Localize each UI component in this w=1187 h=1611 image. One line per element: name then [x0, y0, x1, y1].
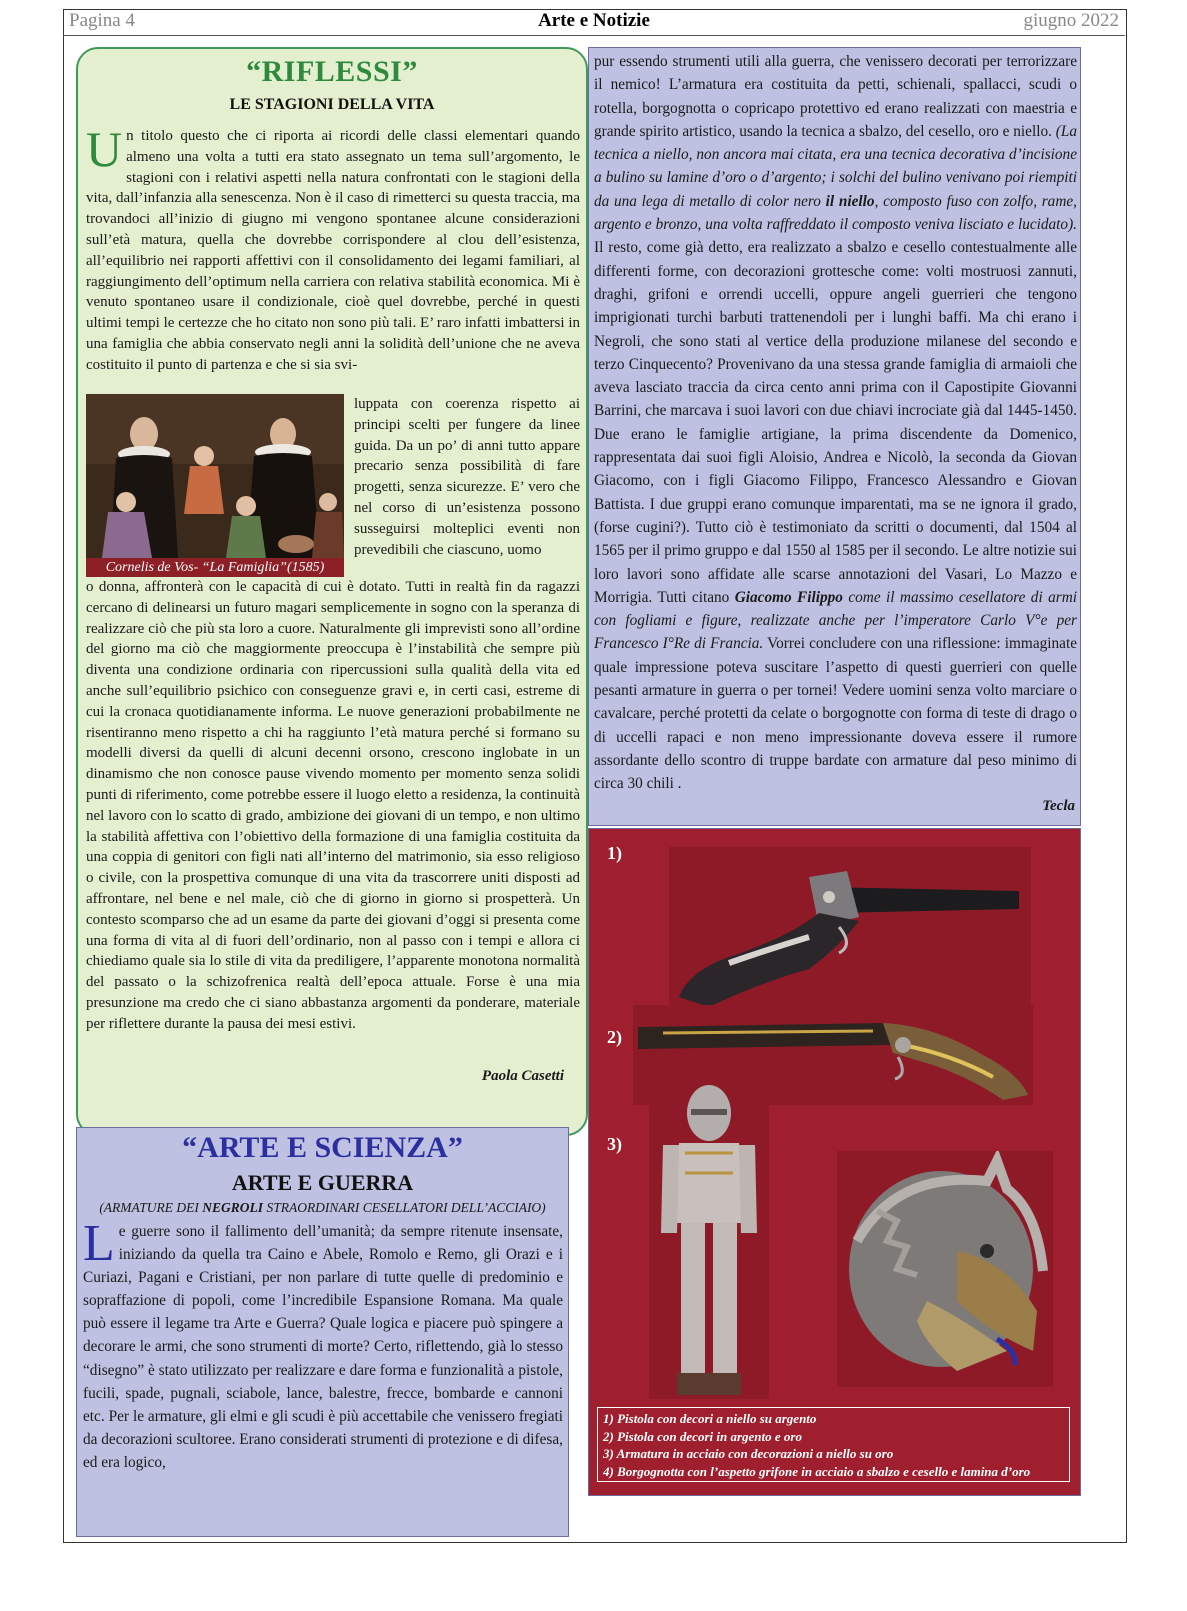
legend-item-4: 4) Borgognotta con l’aspetto grifone in acciaio a sbalzo e cesello e lamina d’oro — [603, 1463, 1031, 1479]
cont-text-giacomo: Giacomo Filippo — [734, 588, 843, 606]
family-painting — [86, 394, 344, 577]
cont-text-b: (La tecnica a niello, non ancora mai citata, era una tecnica decorativa d’incisione a bulino su lamine d’oro o d’argento; i solchi del bulino venivano poi riempiti da una lega di metallo di color nero — [594, 122, 1077, 210]
riflessi-paragraph-3 — [86, 577, 580, 1035]
page-number: Pagina 4 — [69, 10, 135, 31]
label-2: 2) — [607, 1027, 622, 1047]
arte-scienza-article — [76, 1127, 569, 1537]
legend-item-3: 3) Armatura in acciaio con decorazioni a niello su oro — [603, 1446, 894, 1461]
issue-date: giugno 2022 — [1023, 10, 1119, 31]
painting-caption: Cornelis de Vos- “La Famiglia”(1585) — [86, 558, 344, 577]
riflessi-article — [76, 47, 588, 1136]
cont-text-d: come il massimo cesellatore di armi con fogliami e figure, realizzate anche per l’imperatore Carlo V°e per Francesco I°Re di Francia. — [594, 588, 1077, 653]
arte-paragraph — [83, 1215, 563, 1474]
cont-text-c: Il resto, come già detto, era realizzato a sbalzo e cesello contestualmente alle differenti forme, con decorazioni grottesche come: volti mostruosi zannuti, draghi, grifoni e orrendi uccelli, oppure angeli guerrieri che tengono imprigionati turchi barbuti trattenendoli per i lunghi baffi. Ma chi erano i Negroli, che sono stati al vertice della produzione milanese del secondo e terzo Cinquecento? Provenivano da una stessa grande famiglia di armaioli che aveva lasciato traccia da circa cento anni prima con il Capostipite Giovanni Barrini, che marcava i suoi lavori con due chiavi incrociate già dal 1445-1450. Due erano le famiglie artigiane, la prima discendente da Domenico, rappresentata dai suoi figli Aloisio, Andrea e Nicolò, la seconda da Giovan Giacomo, con i figli Giacomo Filippo, Francesco Alessandro e Giovan Battista. I due gruppi erano comunque imparentati, ma se ne ignora il grado, (forse cugini?). Tutto ciò è testimoniato da scritti o documenti, dal 1504 al 1565 per il primo gruppo e dal 1550 al 1585 per il secondo. Le altre notizie sui loro lavori sono affidate alle scarse annotazioni del Vasari, Lo Mazzo e Morrigia. Tutti citano — [594, 239, 1077, 606]
cont-text-a: pur essendo strumenti utili alla guerra, che venissero decorati per terrorizzare il nemico! L’armatura era costituita da petti, schienali, spallacci, scudi o rotella, borgognotta o copricapo protettivo ed erano realizzati con maestria e grande spirito artistico, usando la tecnica a sbalzo, del cesello, oro e niello. — [594, 53, 1077, 140]
pistol-1-image — [669, 847, 1031, 1017]
arte-subtitle: ARTE E GUERRA — [231, 1170, 414, 1195]
legend-item-2: 2) Pistola con decori in argento e oro — [603, 1428, 802, 1444]
kicker-pre: (ARMATURE DEI — [99, 1200, 203, 1215]
newsletter-title: Arte e Notizie — [538, 10, 650, 31]
cont-text-b2: , composto fuso con zolfo, rame, argento e bronzo, una volta raffreddato il composto veniva lisciato e lucidato). — [594, 192, 1077, 234]
painting-image — [86, 394, 344, 558]
riflessi-title: “RIFLESSI” — [246, 55, 418, 88]
arte-continuation — [588, 47, 1081, 826]
arte-text: e guerre sono il fallimento dell’umanità; da sempre ritenute insensate, iniziando da quella tra Caino e Abele, Romolo e Remo, gli Orazi e i Curiazi, Pagani e Cristiani, per non parlare di tutte quelle di predominio e sopraffazione di popoli, come l’incredibile Espansione Romana. Ma quale può essere il legame tra Arte e Guerra? Quale logica e piacere può spingere a decorare le armi, che sono strumenti di morte? Certo, riflettendo, già lo stesso “disegno” è stato utilizzato per realizzare e dare forma e funzionalità a pistole, fucili, spade, pugnali, sciabole, lance, balestre, frecce, bombarde e cannoni etc. Per le armature, gli elmi e gli scudi è più accettabile che venissero fregiati da decorazioni scultoree. Erano considerati strumenti di protezione e di difesa, ed era logico, — [83, 1223, 563, 1471]
dropcap: U — [86, 121, 123, 177]
label-1: 1) — [607, 843, 622, 863]
gallery-legend — [597, 1407, 1070, 1482]
armor-image — [649, 1073, 769, 1399]
tecla-signature: Tecla — [1042, 798, 1075, 814]
cont-text-e: Vorrei concludere con una riflessione: immaginate quale impressione poteva suscitare l’aspetto di questi guerrieri con quelle pesanti armature in guerra o per tornei! Vedere uomini senza volto marciare o cavalcare, perché protetti da celate o borgognotte con forma di teste di drago o di uccelli rapaci e non meno impressionante doveva essere il rumore assordante dello scontro di truppe bardate con armature dal peso minimo di circa 30 chili . — [594, 635, 1077, 793]
dropcap: L — [83, 1215, 115, 1272]
legend-item-1: 1) Pistola con decori a niello su argento — [603, 1411, 817, 1426]
cont-text-niello: il niello — [825, 192, 875, 210]
riflessi-text-3: o donna, affronterà con le capacità di cui è dotato. Tutti in realtà fin da ragazzi cercano di delinearsi un futuro magari semplicemente in sogno con la speranza di realizzare ciò che più sta loro a cuore. Naturalmente gli imprevisti sono all’ordine del giorno ma ciò che maggiormente preoccupa è l’instabilità che sempre più diventa una condizione ordinaria con ripercussioni sulla qualità della vita ed anche sull’equilibrio psichico con conseguenze gravi e, in certi casi, estreme di cui la cronaca quotidianamente informa. Le nuove generazioni probabilmente ne risentiranno meno rispetto a chi ha raggiunto l’età matura perché si formano su modelli diversi da quelli di alcuni decenni orsono, crescono inglobate in un dinamismo che non conosce pause vivendo momento per momento senza solidi punti di riferimento, come potrebbe essere il luogo eletto a residenza, la continuità nel lavoro con lo scatto di grado, ambizione dei giovani di un tempo, e non ultimo la stabilità affettiva con l’obiettivo della formazione di una famiglia costituita da una coppia di genitori con figli nati all’interno del matrimonio, sia esso religioso o civile, con la prospettiva comunque di una vita da trascorrere uniti disposti ad affrontare, nel bene e nel male, ciò che di giorno in giorno si prospetterà. Un contesto scomparso che ad un esame da parte dei giovani d’oggi si presenta come una forma di vita al di fuori dell’ordinario, non al passo con i tempi e allora ci chiediamo quale sia lo stile di vita da prediligere, l’apparente monotona normalità del passato o la schizofrenica realtà dell’epoca attuale. Forse è una mia presunzione ma credo che ci siano abbastanza argomenti da ponderare, materiale per riflettere durante la pausa dei mesi estivi. — [86, 579, 580, 1032]
riflessi-subtitle: LE STAGIONI DELLA VITA — [229, 96, 435, 113]
riflessi-text-1: n titolo questo che ci riporta ai ricordi delle classi elementari quando almeno una volta a tutti era stato assegnato un tema sull’argomento, le stagioni con i relativi aspetti nella natura confrontati con le stagioni della vita, dall’infanzia alla senescenza. Non è il caso di rimetterci su questa traccia, ma trovandoci all’inizio di giugno mi vengono spontanee alcune considerazioni sull’età matura, quella che dovrebbe corrispondere al clou dell’esistenza, all’equilibrio nei rapporti affettivi con il consolidamento dei legami familiari, al raggiungimento dell’optimum nella carriera con relativa stabilità economica. Mi è venuto spontaneo usare il condizionale, cioè quel dovrebbe, perché in questi ultimi tempi le certezze che ho citato non sono più tali. E’ raro infatti imbattersi in una famiglia che abbia conservato negli anni la solidità dell’unione che ne aveva costituito il punto di partenza e che si sia svi- — [86, 128, 580, 373]
label-3: 3) — [607, 1134, 622, 1154]
kicker-bold: NEGROLI — [202, 1200, 264, 1215]
helmet-image — [837, 1151, 1053, 1387]
riflessi-signature: Paola Casetti — [481, 1068, 564, 1084]
arte-kicker — [77, 1200, 568, 1216]
kicker-post: STRAORDINARI CESELLATORI DELL’ACCIAIO) — [263, 1200, 546, 1215]
page-header — [63, 9, 1125, 36]
weapons-gallery — [588, 828, 1081, 1496]
continuation-paragraph — [594, 50, 1077, 796]
arte-title: “ARTE E SCIENZA” — [182, 1131, 463, 1164]
riflessi-paragraph-1 — [86, 121, 580, 376]
riflessi-paragraph-2: luppata con coerenza rispetto ai principi scelti per fungere da linee guida. Da un po’ di anni tutto appare precario senza possibilità di fare progetti, senza sicurezze. E’ vero che nel corso di un’esistenza possono susseguirsi molteplici eventi non prevedibili che ciascuno, uomo — [354, 396, 580, 558]
